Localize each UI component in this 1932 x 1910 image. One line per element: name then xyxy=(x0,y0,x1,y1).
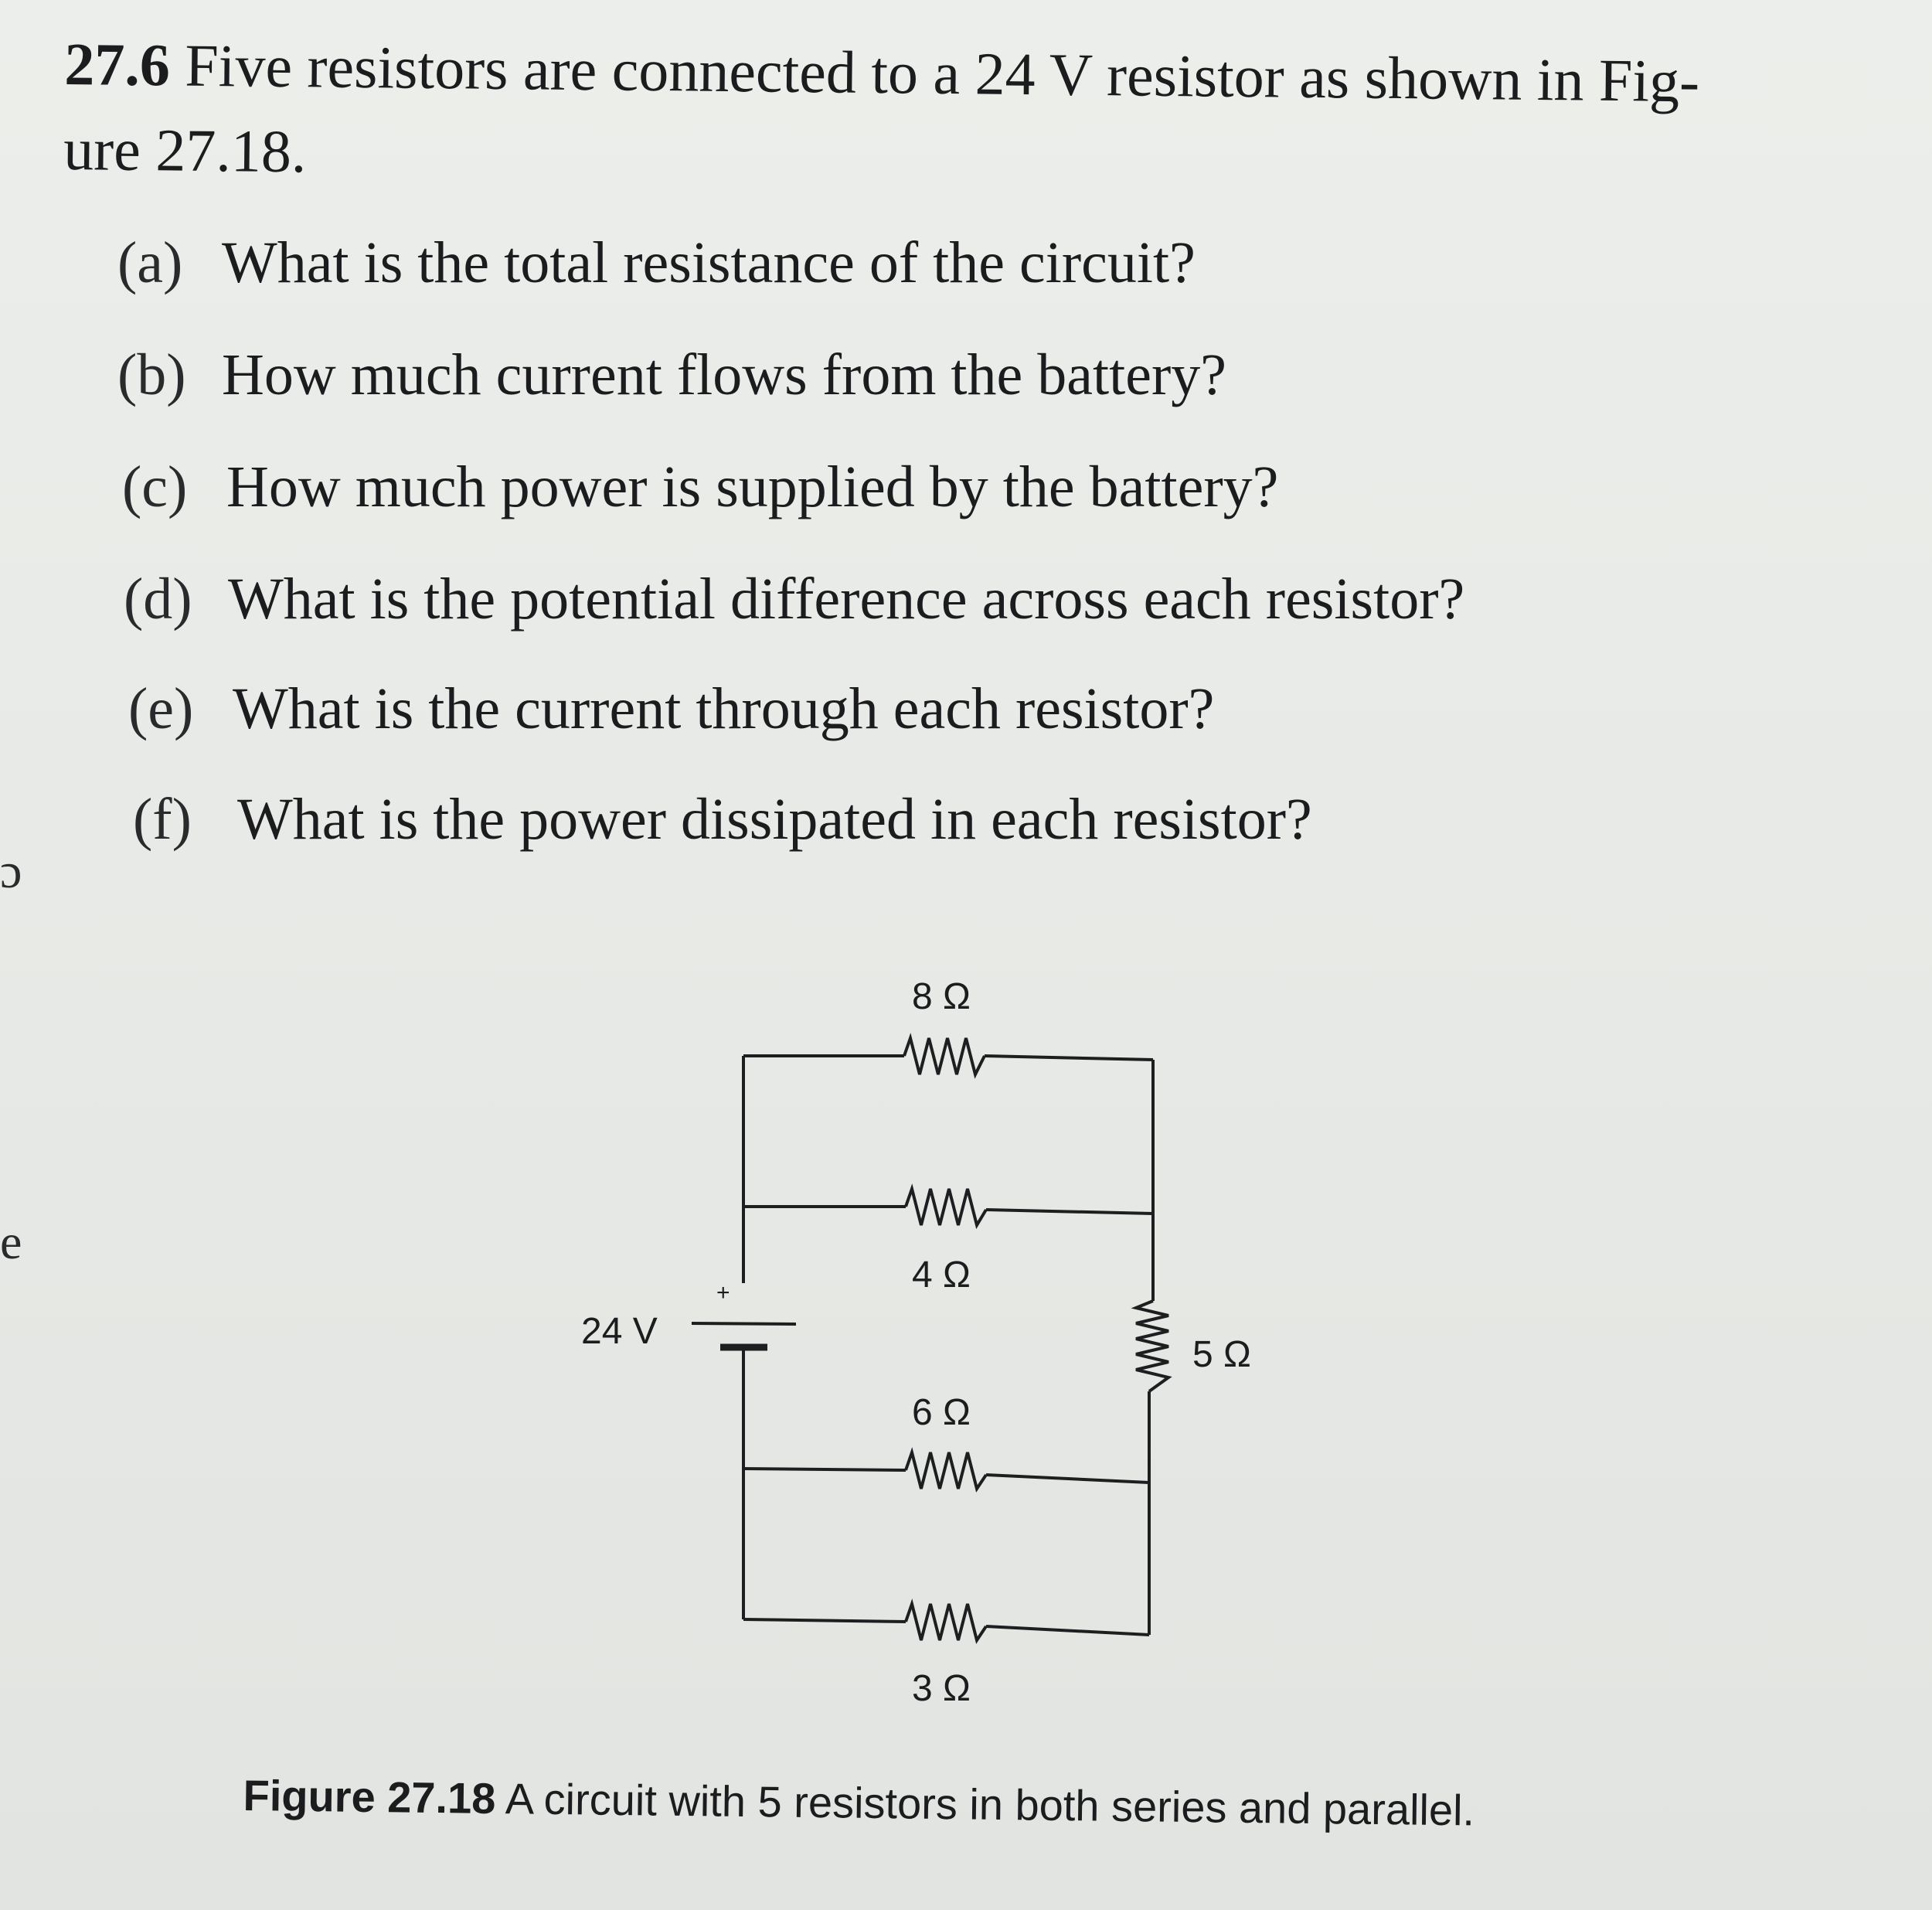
problem-text-line-2: ure 27.18. xyxy=(63,114,307,186)
branch-4-ohm-right-wire xyxy=(986,1210,1153,1214)
battery-plus-sign: + xyxy=(716,1280,730,1306)
resistor-4-ohm xyxy=(906,1189,986,1225)
question-text: How much power is supplied by the battery? xyxy=(226,455,1279,519)
problem-text-line-1: Five resistors are connected to a 24 V resistor as shown in Fig- xyxy=(184,31,1700,115)
question-text: What is the power dissipated in each resistor? xyxy=(237,787,1312,852)
resistor-3-ohm xyxy=(906,1604,986,1640)
question-label: (d) xyxy=(124,567,192,632)
margin-fragment: ɔ xyxy=(0,843,22,898)
resistor-3-ohm-label: 3 Ω xyxy=(912,1668,971,1709)
resistor-8-ohm-label: 8 Ω xyxy=(912,976,971,1017)
resistor-6-ohm-label: 6 Ω xyxy=(912,1392,971,1433)
figure-label: Figure 27.18 xyxy=(243,1771,496,1823)
question-text: What is the current through each resistor? xyxy=(233,676,1215,741)
branch-3-ohm-right-wire xyxy=(986,1626,1149,1635)
question-label: (e) xyxy=(128,676,194,741)
branch-3-ohm-left-wire xyxy=(743,1619,906,1622)
question-text: What is the total resistance of the circuit? xyxy=(222,230,1196,295)
question-label: (b) xyxy=(117,342,186,407)
battery-voltage-label: 24 V xyxy=(581,1311,658,1352)
branch-6-ohm-right-wire xyxy=(986,1475,1149,1483)
question-label: (c) xyxy=(122,455,188,519)
question-label: (a) xyxy=(117,230,183,295)
battery-positive-plate xyxy=(692,1323,796,1324)
branch-8-ohm-right-wire xyxy=(985,1056,1153,1060)
margin-fragment: e xyxy=(0,1214,22,1269)
resistor-6-ohm xyxy=(906,1452,986,1489)
question-text: What is the potential difference across each resistor? xyxy=(228,567,1465,632)
resistor-5-ohm-label: 5 Ω xyxy=(1192,1334,1251,1375)
question-text: How much current flows from the battery? xyxy=(222,342,1227,407)
figure-caption-text: A circuit with 5 resistors in both series and parallel. xyxy=(505,1774,1475,1835)
resistor-5-ohm xyxy=(1136,1301,1168,1391)
branch-6-ohm-left-wire xyxy=(743,1469,906,1470)
problem-number: 27.6 xyxy=(63,29,171,99)
resistor-4-ohm-label: 4 Ω xyxy=(912,1255,971,1295)
resistor-8-ohm xyxy=(904,1038,985,1074)
question-label: (f) xyxy=(133,787,192,852)
